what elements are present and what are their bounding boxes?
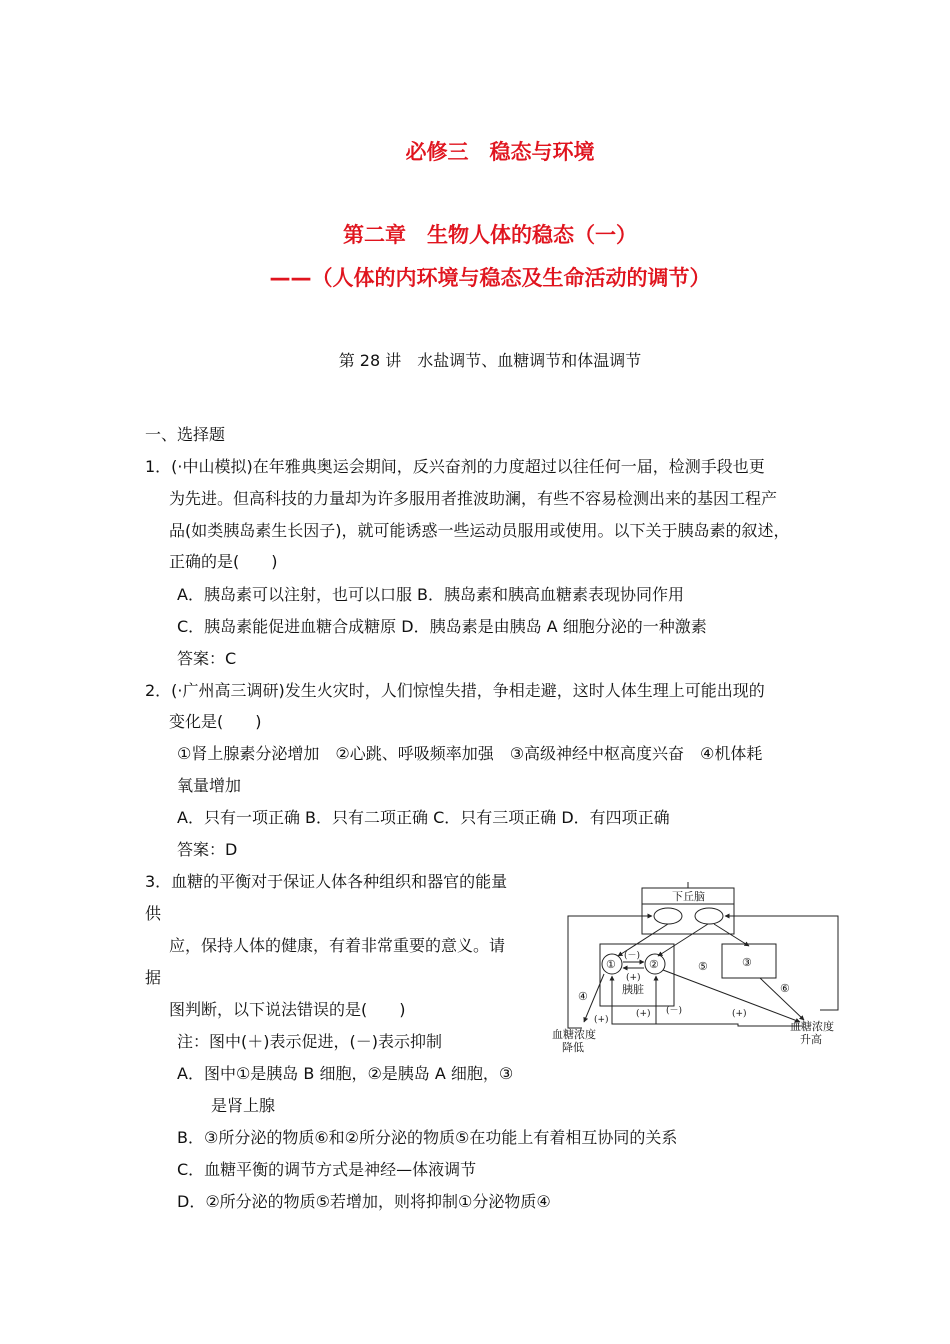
q1-stem-line3: 品(如类胰岛素生长因子)，就可能诱惑一些运动员服用或使用。以下关于胰岛素的叙述， xyxy=(169,521,790,540)
label-node-4: ④ xyxy=(578,990,588,1003)
label-promote-right: (+) xyxy=(732,1009,747,1019)
label-node-5: ⑤ xyxy=(698,960,708,973)
q2-options: A．只有一项正确 B．只有二项正确 C．只有三项正确 D．有四项正确 xyxy=(177,808,670,827)
hypothalamus-center-right xyxy=(695,908,723,924)
label-promote-bottom: (+) xyxy=(636,1009,651,1019)
label-pancreas: 胰脏 xyxy=(622,983,644,996)
label-node-2: ② xyxy=(649,958,659,971)
q2-stem-line2: 变化是( ) xyxy=(169,712,262,731)
q3-option-a-line2: 是肾上腺 xyxy=(211,1096,276,1115)
label-inhibit-top: (－) xyxy=(624,951,641,961)
q1-options-ab: A．胰岛素可以注射，也可以口服 B．胰岛素和胰高血糖素表现协同作用 xyxy=(177,585,685,604)
q2-items-line1: ①肾上腺素分泌增加 ②心跳、呼吸频率加强 ③高级神经中枢高度兴奋 ④机体耗 xyxy=(177,744,763,763)
lecture-title: 第 28 讲 水盐调节、血糖调节和体温调节 xyxy=(338,351,642,370)
q3-stem-line3: 应，保持人体的健康，有着非常重要的意义。请 xyxy=(169,936,506,955)
q1-stem-line1: 1．(·中山模拟)在年雅典奥运会期间，反兴奋剂的力度超过以往任何一届，检测手段也更 xyxy=(145,457,765,476)
hypothalamus-center-left xyxy=(654,908,682,924)
q3-option-c: C．血糖平衡的调节方式是神经—体液调节 xyxy=(177,1160,477,1179)
blood-sugar-diagram xyxy=(548,880,858,1055)
label-node-6: ⑥ xyxy=(780,982,790,995)
q1-stem-line2: 为先进。但高科技的力量却为许多服用者推波助澜，有些不容易检测出来的基因工程产 xyxy=(169,489,778,508)
q2-items-line2: 氧量增加 xyxy=(177,776,242,795)
label-high-sugar-1: 血糖浓度 xyxy=(790,1020,834,1033)
label-hypothalamus: 下丘脑 xyxy=(672,890,705,903)
label-node-3: ③ xyxy=(742,956,752,969)
label-high-sugar-2: 升高 xyxy=(800,1033,822,1046)
label-inhibit-bottom: (－) xyxy=(666,1006,683,1016)
label-low-sugar-2: 降低 xyxy=(562,1041,584,1054)
label-node-1: ① xyxy=(606,958,616,971)
book-title: 必修三 稳态与环境 xyxy=(405,140,595,164)
label-promote-mid: (+) xyxy=(626,973,641,983)
q1-options-cd: C．胰岛素能促进血糖合成糖原 D．胰岛素是由胰岛 A 细胞分泌的一种激素 xyxy=(177,617,707,636)
q3-option-a-line1: A．图中①是胰岛 B 细胞，②是胰岛 A 细胞，③ xyxy=(177,1064,514,1083)
section-title: 一、选择题 xyxy=(145,425,226,444)
q3-option-b: B．③所分泌的物质⑥和②所分泌的物质⑤在功能上有着相互协同的关系 xyxy=(177,1128,678,1147)
q3-stem-line1: 3．血糖的平衡对于保证人体各种组织和器官的能量 xyxy=(145,872,508,891)
label-low-sugar-1: 血糖浓度 xyxy=(552,1028,596,1041)
q1-stem-line4: 正确的是( ) xyxy=(169,552,278,571)
q3-option-d: D．②所分泌的物质⑤若增加，则将抑制①分泌物质④ xyxy=(177,1192,551,1211)
q3-note: 注：图中(＋)表示促进，(－)表示抑制 xyxy=(177,1032,442,1051)
q3-stem-line2: 供 xyxy=(145,904,162,923)
q1-answer: 答案：C xyxy=(177,649,237,668)
q3-stem-line5: 图判断，以下说法错误的是( ) xyxy=(169,1000,406,1019)
q2-stem-line1: 2．(·广州高三调研)发生火灾时，人们惊惶失措，争相走避，这时人体生理上可能出现的 xyxy=(145,681,765,700)
label-promote-left: (+) xyxy=(594,1015,609,1025)
chapter-subtitle: ——（人体的内环境与稳态及生命活动的调节） xyxy=(269,266,711,290)
q2-answer: 答案：D xyxy=(177,840,238,859)
q3-stem-line4: 据 xyxy=(145,968,162,987)
chapter-title: 第二章 生物人体的稳态（一） xyxy=(343,223,637,247)
